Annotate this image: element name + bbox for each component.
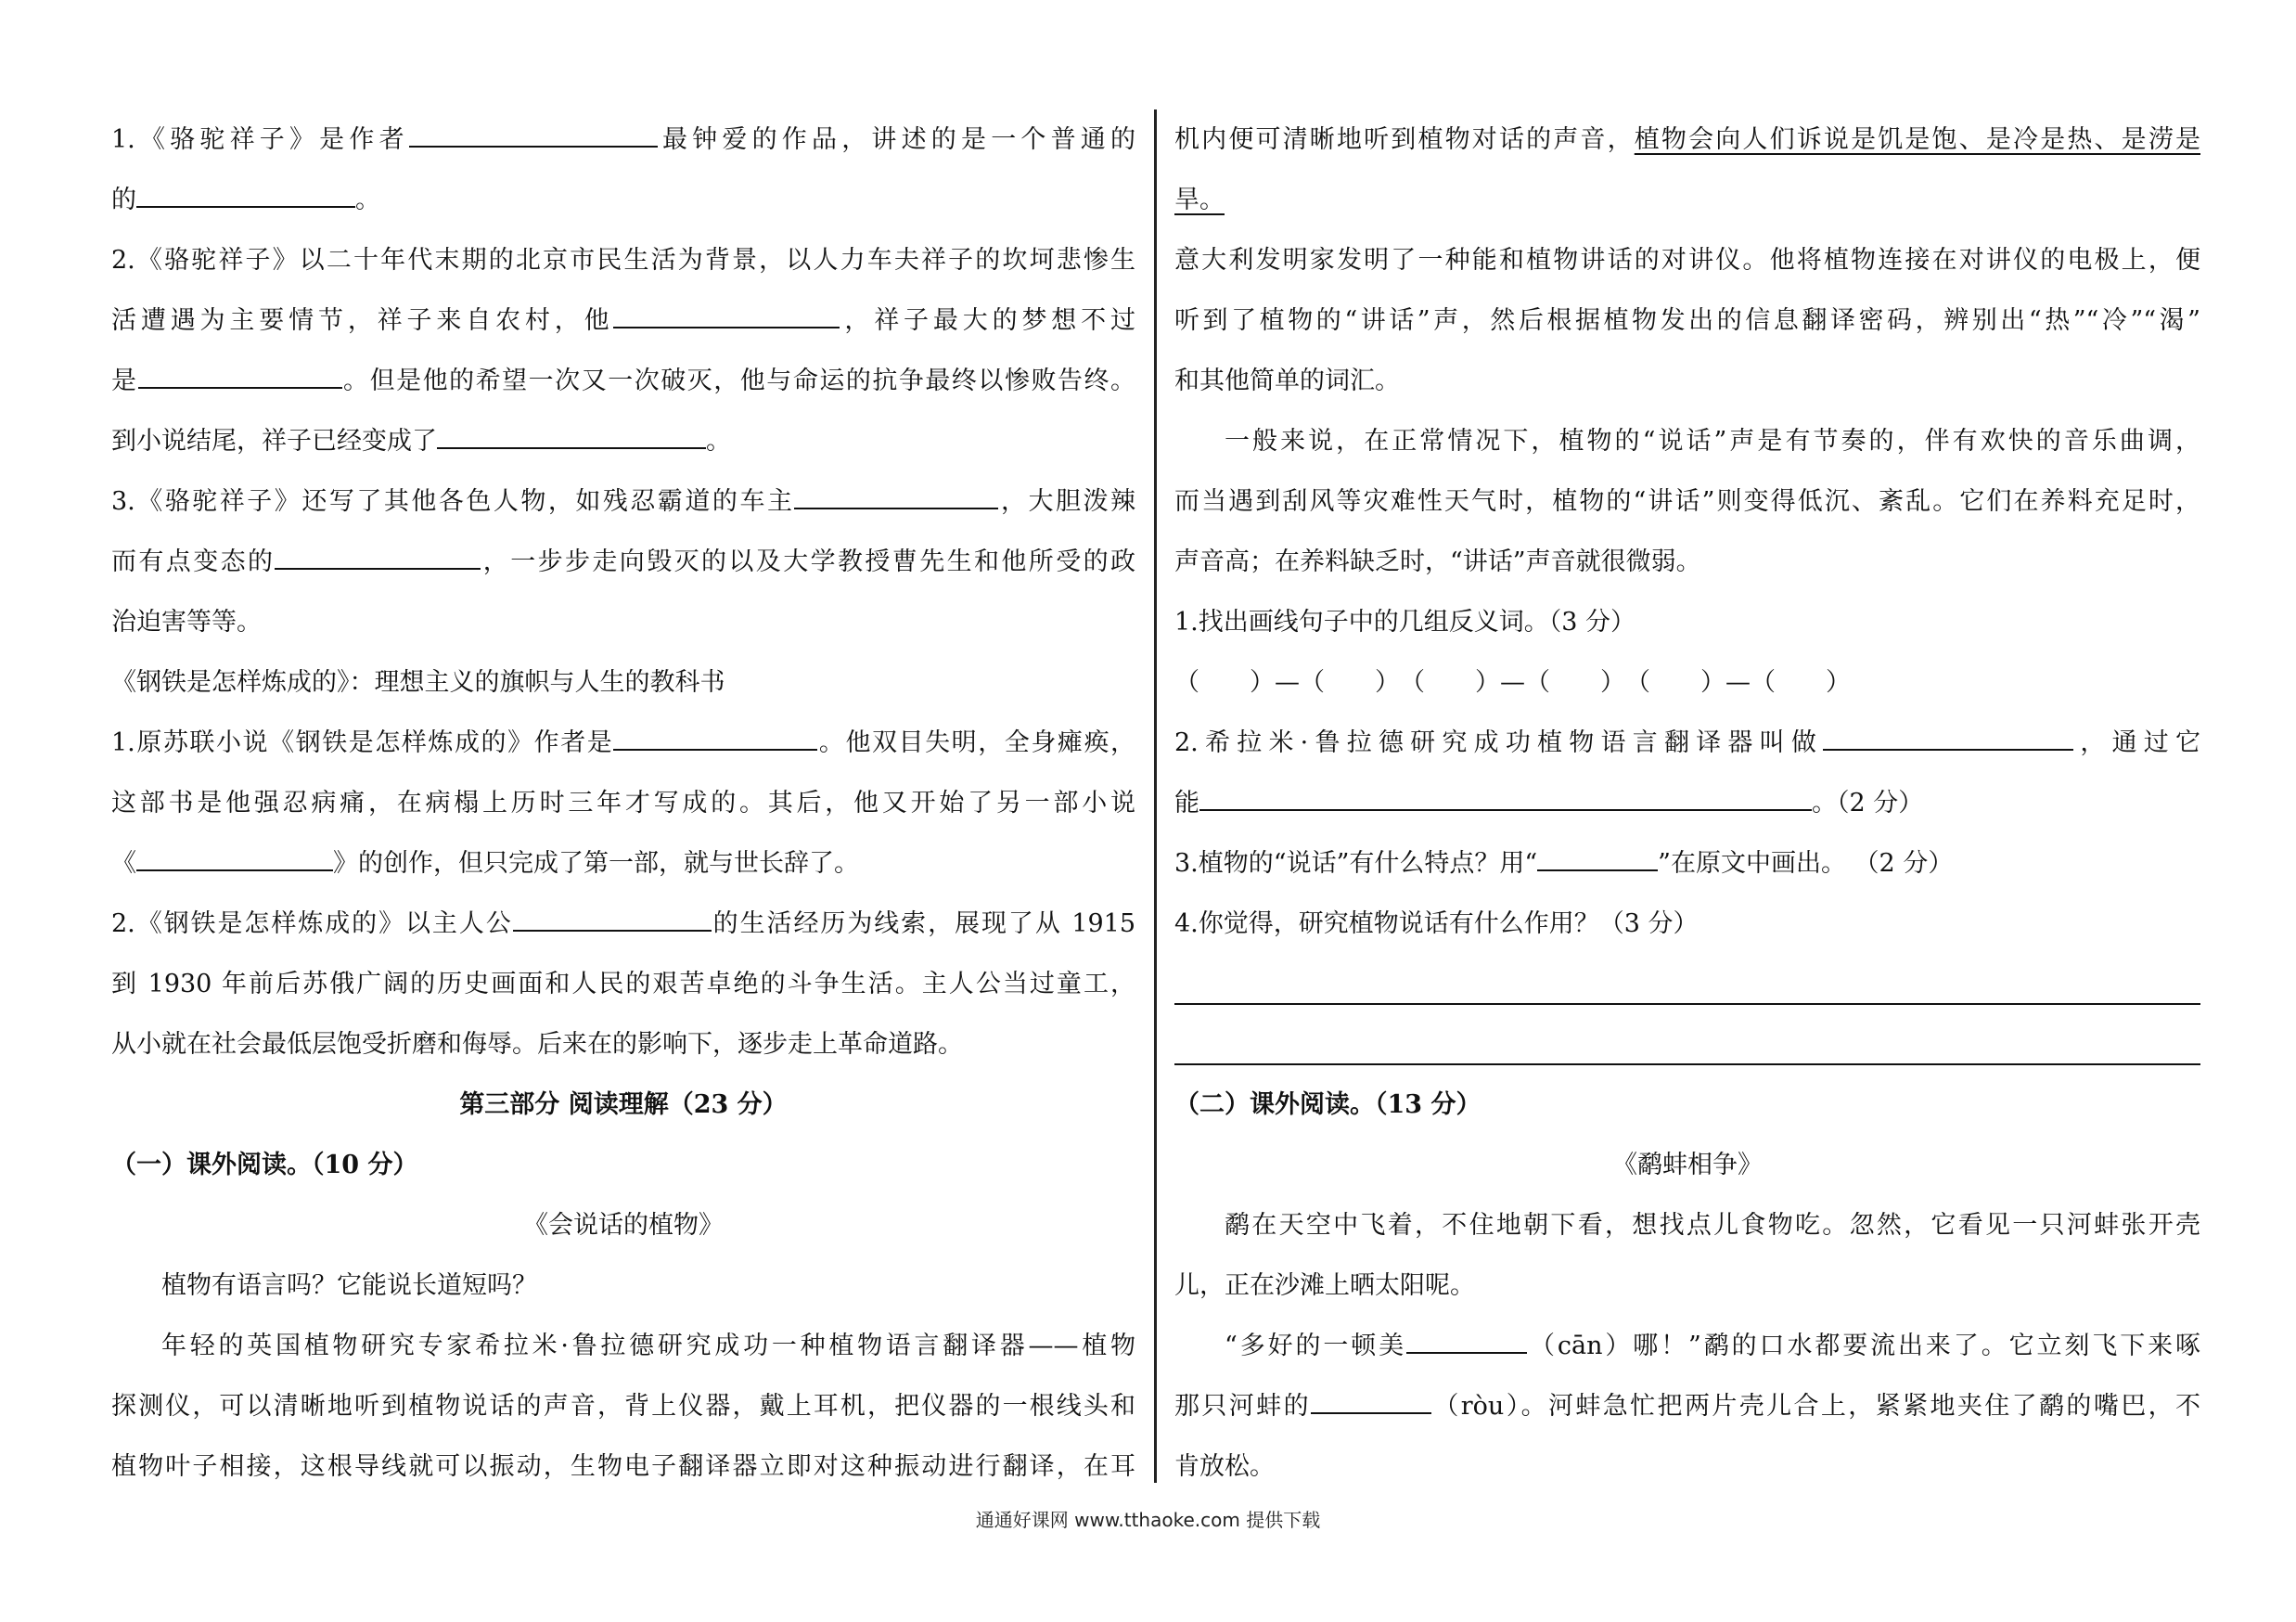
article1-line5	[1174, 170, 2200, 230]
article2-line4: 那只河蚌的 （ròu）。河蚌急忙把两片壳儿合上，紧紧地夹住了鹬的嘴巴，不	[1174, 1376, 2200, 1436]
article1-para3-line1: 意大利发明家发明了一种能和植物讲话的对讲仪。他将植物连接在对讲仪的电极上，便	[1174, 246, 2200, 275]
part3-heading: 第三部分 阅读理解（23 分）	[459, 1090, 788, 1119]
answer-blank[interactable]	[1199, 784, 1812, 811]
article1-para4-line3: 声音高；在养料缺乏时，“讲话”声音就很微弱。	[1174, 547, 1701, 576]
answer-blank[interactable]	[1537, 844, 1658, 871]
reading-q2-line2: 能 。（2 分）	[1174, 773, 2200, 833]
q2-line3: 是 。但是他的希望一次又一次破灭，他与命运的抗争最终以惨败告终。	[111, 351, 1135, 411]
answer-line[interactable]	[1174, 1014, 2200, 1075]
underlined-sentence-end: 旱。	[1174, 186, 1225, 214]
article2-line5: 肯放松。	[1174, 1452, 1275, 1481]
answer-blank[interactable]	[513, 905, 712, 932]
steel-q1-line3: 《 》的创作，但只完成了第一部，就与世长辞了。	[111, 833, 1135, 894]
reading-q1: 1.找出画线句子中的几组反义词。（3 分）	[1174, 608, 1636, 637]
reading-q4: 4.你觉得，研究植物说话有什么作用？（3 分）	[1174, 909, 1699, 938]
q2-line1: 2.《骆驼祥子》以二十年代末期的北京市民生活为背景，以人力车夫祥子的坎坷悲惨生	[111, 246, 1135, 275]
left-column	[111, 109, 1135, 1497]
answer-blank[interactable]	[138, 362, 342, 389]
reading-q3: 3.植物的“说话”有什么特点？用“ ”在原文中画出。 （2 分）	[1174, 833, 2200, 894]
q3-line2: 而有点变态的 ，一步步走向毁灭的以及大学教授曹先生和他所受的政	[111, 532, 1135, 592]
article1-para3-line3: 和其他简单的词汇。	[1174, 367, 1400, 395]
answer-blank[interactable]	[409, 121, 658, 148]
article2-title: 《鹬蚌相争》	[1612, 1151, 1763, 1179]
answer-blank[interactable]	[1823, 724, 2073, 751]
q1-line1: 1.《骆驼祥子》是作者 最钟爱的作品，讲述的是一个普通的	[111, 109, 1135, 170]
answer-blank[interactable]	[1406, 1327, 1527, 1354]
underlined-sentence: 植物会向人们诉说是饥是饱、是冷是热、是涝是	[1634, 125, 2200, 154]
q1-line2: 的 。	[111, 170, 1135, 230]
article2-line2: 儿，正在沙滩上晒太阳呢。	[1174, 1271, 1475, 1300]
answer-blank[interactable]	[613, 724, 817, 751]
q2-line2: 活遭遇为主要情节，祥子来自农村，他 ，祥子最大的梦想不过	[111, 290, 1135, 351]
article2-line1: 鹬在天空中飞着，不住地朝下看，想找点儿食物吃。忽然，它看见一只河蚌张开壳	[1225, 1211, 2200, 1240]
article1-para4-line1: 一般来说，在正常情况下，植物的“说话”声是有节奏的，伴有欢快的音乐曲调，	[1225, 427, 2200, 456]
article2-line3: “多好的一顿美 （cān）哪！”鹬的口水都要流出来了。它立刻飞下来啄	[1174, 1316, 2200, 1376]
article1-para3-line2: 听到了植物的“讲话”声，然后根据植物发出的信息翻译密码，辨别出“热”“冷”“渴”	[1174, 306, 2200, 335]
steel-q1-line2: 这部书是他强忍病痛，在病榻上历时三年才写成的。其后，他又开始了另一部小说	[111, 789, 1135, 817]
steel-q2-line2: 到 1930 年前后苏俄广阔的历史画面和人民的艰苦卓绝的斗争生活。主人公当过童工，	[111, 970, 1135, 998]
answer-blank[interactable]	[613, 302, 840, 328]
answer-line[interactable]	[1174, 954, 2200, 1014]
article1-para4-line2: 而当遇到刮风等灾难性天气时，植物的“讲话”则变得低沉、紊乱。它们在养料充足时，	[1174, 487, 2200, 516]
steel-q2-line3: 从小就在社会最低层饱受折磨和侮辱。后来在的影响下，逐步走上革命道路。	[111, 1030, 963, 1059]
article1-para1: 植物有语言吗？它能说长道短吗？	[161, 1271, 537, 1300]
antonym-pairs[interactable]: （ ）—（ ） （ ）—（ ） （ ）—（ ）	[1174, 668, 1851, 697]
section1-heading: （一）课外阅读。（10 分）	[111, 1151, 418, 1179]
q2-line4: 到小说结尾，祥子已经变成了 。	[111, 411, 1135, 471]
answer-blank[interactable]	[437, 422, 706, 449]
article1-para2-line2: 探测仪，可以清晰地听到植物说话的声音，背上仪器，戴上耳机，把仪器的一根线头和	[111, 1392, 1135, 1421]
q3-line3: 治迫害等等。	[111, 608, 262, 637]
answer-blank[interactable]	[275, 543, 481, 570]
steel-section-title: 《钢铁是怎样炼成的》：理想主义的旗帜与人生的教科书	[111, 668, 725, 697]
article1-para2-line1: 年轻的英国植物研究专家希拉米·鲁拉德研究成功一种植物语言翻译器——植物	[161, 1332, 1135, 1360]
reading-q2-line1: 2.希拉米·鲁拉德研究成功植物语言翻译器叫做 ，通过它	[1174, 713, 2200, 773]
q3-line1: 3.《骆驼祥子》还写了其他各色人物，如残忍霸道的车主 ，大胆泼辣	[111, 471, 1135, 532]
steel-q1-line1: 1.原苏联小说《钢铁是怎样炼成的》作者是 。他双目失明，全身瘫痪，	[111, 713, 1135, 773]
article1-line4: 机内便可清晰地听到植物对话的声音，植物会向人们诉说是饥是饱、是冷是热、是涝是	[1174, 125, 2200, 154]
article1-para2-line3: 植物叶子相接，这根导线就可以振动，生物电子翻译器立即对这种振动进行翻译，在耳	[111, 1452, 1135, 1481]
article1-title: 《会说话的植物》	[523, 1211, 724, 1240]
answer-blank[interactable]	[136, 181, 355, 208]
answer-blank[interactable]	[794, 483, 998, 509]
page-footer: 通通好课网 www.tthaoke.com 提供下载	[975, 1509, 1321, 1531]
steel-q2-line1: 2.《钢铁是怎样炼成的》以主人公 的生活经历为线索，展现了从 1915	[111, 894, 1135, 954]
answer-blank[interactable]	[1311, 1387, 1431, 1414]
section2-heading: （二）课外阅读。（13 分）	[1174, 1090, 1481, 1119]
column-divider	[1154, 109, 1157, 1483]
right-column	[1174, 109, 2200, 1497]
answer-blank[interactable]	[136, 844, 333, 871]
